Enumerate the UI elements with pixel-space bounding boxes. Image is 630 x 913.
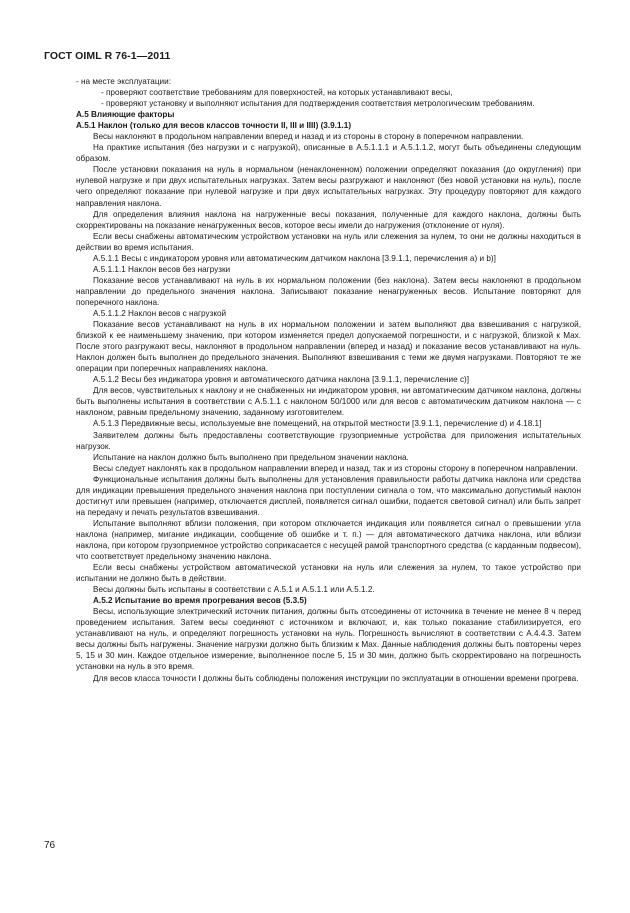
paragraph: На практике испытания (без нагрузки и с нагрузкой), описанные в А.5.1.1.1 и А.5.1.1.2, могут быть объединены следующим образом. [76, 143, 581, 164]
clause-heading: А.5.1.2 Весы без индикатора уровня и автоматического датчика наклона [3.9.1.1, перечисление с)] [93, 375, 470, 385]
paragraph: Показание весов устанавливают на нуль в их нормальном положении (без наклона). Затем весы наклоняют в продольном направлении до предельного значения наклона. Записывают показание ненагруженных весов. Испытание повторяют для поперечного наклона. [76, 275, 581, 307]
document-body [76, 76, 581, 684]
clause-heading: А.5.1.1 Весы с индикатором уровня или автоматическим датчиком наклона [3.9.1.1, перечисления а) и b)] [93, 253, 496, 263]
paragraph: Для весов класса точности I должны быть соблюдены положения инструкции по эксплуатации в отношении времени прогрева. [93, 673, 579, 683]
paragraph: Весы, использующие электрический источник питания, должны быть отсоединены от источника в течение не менее 8 ч перед проведением испытания. Затем весы соединяют с источником и включают, и, как только показание стабилизируется, его устанавливают на нуль, и определяют погрешность установки на нуль. Погрешность вычисляют в соответствии с А.4.4.3. Затем весы должны быть нагружены. Значение нагрузки должно быть близким к Max. Данные наблюдения должны быть повторены через 5, 15 и 30 мин. Каждое отдельное измерение, выполненное после 5, 15 и 30 мин, должно быть скорректировано на погрешность установки на нуль в это время. [76, 607, 581, 672]
paragraph: Весы наклоняют в продольном направлении вперед и назад и из стороны в сторону в поперечном направлении. [93, 132, 524, 142]
paragraph: Если весы снабжены автоматическим устройством установки на нуль или слежения за нулем, то они не должны находиться в действии во время испытания. [76, 231, 581, 252]
paragraph: Заявителем должны быть предоставлены соответствующие грузоприемные устройства для приложения испытательных нагрузок. [76, 430, 581, 451]
paragraph: Показание весов устанавливают на нуль в их нормальном положении и затем выполняют два взвешивания с нагрузкой, близкой к ее наименьшему значению, при котором изменяется предел допускаемой погрешности, и с нагрузкой, близкой к Max. После этого разгружают весы, наклоняют в продольном направлении (вперед и назад) и показание весов устанавливают на нуль. Наклон должен быть выполнен до предельного значения. Выполняют взвешивания с теми же двумя нагрузками. Повторяют те же операции при поперечных направлениях наклона. [76, 320, 581, 374]
paragraph: Если весы снабжены устройством автоматической установки на нуль или слежения за нулем, то такое устройство при испытании не должно быть в действии. [76, 563, 581, 584]
clause-heading: А.5.1.1.1 Наклон весов без нагрузки [93, 264, 231, 274]
list-item: - проверяют установку и выполняют испытания для подтверждения соответствия метрологическим требованиям. [101, 99, 535, 109]
paragraph: Функциональные испытания должны быть выполнены для установления правильности работы датчика наклона или средства для индикации превышения предельного значения наклона при поступлении сигнала о том, что максимально допустимый наклон достигнут или превышен (например, отключается дисплей, появляется сигнал ошибки, подается световой сигнал) или быть запрет на передачу и печать результатов взвешивания. [76, 474, 581, 517]
list-item: - проверяют соответствие требованиям для поверхностей, на которых устанавливают весы, [101, 88, 453, 98]
paragraph: Весы следует наклонять как в продольном направлении вперед и назад, так и из стороны сторону в поперечном направлении. [93, 463, 578, 473]
paragraph: Испытание выполняют вблизи положения, при котором отключается индикация или появляется сигнал о превышении угла наклона (например, мигание индикации, сообщение об ошибке и т. п.) — для автоматического датчика наклона, или вблизи наклона, при котором грузоприемное устройство соприкасается с несущей рамой транспортного средства (с карданным подвесом), что соответствует предельному значению наклона. [76, 518, 581, 562]
paragraph: После установки показания на нуль в нормальном (ненаклоненном) положении определяют показания (до округления) при нулевой нагрузке и при двух испытательных нагрузках. Затем весы разгружают и наклоняют (без новой установки на нуль), после чего определяют показание при нулевой нагрузке и при двух испытательных нагрузках. Эту процедуру повторяют для каждого направления наклона. [76, 165, 581, 208]
paragraph: Весы должны быть испытаны в соответствии с А.5.1 и А.5.1.1 или А.5.1.2. [93, 585, 375, 595]
document-header: ГОСТ OIML R 76-1—2011 [44, 50, 171, 62]
subsection-heading: А.5.2 Испытание во время прогревания весов (5.3.5) [93, 596, 307, 606]
paragraph: Испытание на наклон должно быть выполнено при предельном значении наклона. [93, 452, 409, 462]
clause-heading: А.5.1.3 Передвижные весы, используемые вне помещений, на открытой местности [3.9.1.1, перечисление d) и 4.18.1] [93, 419, 542, 429]
subsection-heading: А.5.1 Наклон (только для весов классов точности II, III и IIII) (3.9.1.1) [76, 121, 352, 131]
section-heading: А.5 Влияющие факторы [76, 110, 175, 120]
clause-heading: А.5.1.1.2 Наклон весов с нагрузкой [93, 308, 227, 318]
paragraph: Для весов, чувствительных к наклону и не снабженных ни индикатором уровня, ни автоматическим датчиком наклона, должны быть выполнены испытания в соответствии с А.5.1.1 с наклоном 50/1000 или для весов с автоматическим датчиком наклона — с наклоном, равным предельному значению, заданному изготовителем. [76, 386, 581, 418]
page-number: 76 [44, 840, 56, 851]
paragraph: Для определения влияния наклона на нагруженные весы показания, полученные для каждого наклона, должны быть скорректированы на показание ненагруженных весов, которое весы имели до нагружения (отклонение от нуля). [76, 209, 581, 230]
paragraph: - на месте эксплуатации: [76, 77, 171, 86]
